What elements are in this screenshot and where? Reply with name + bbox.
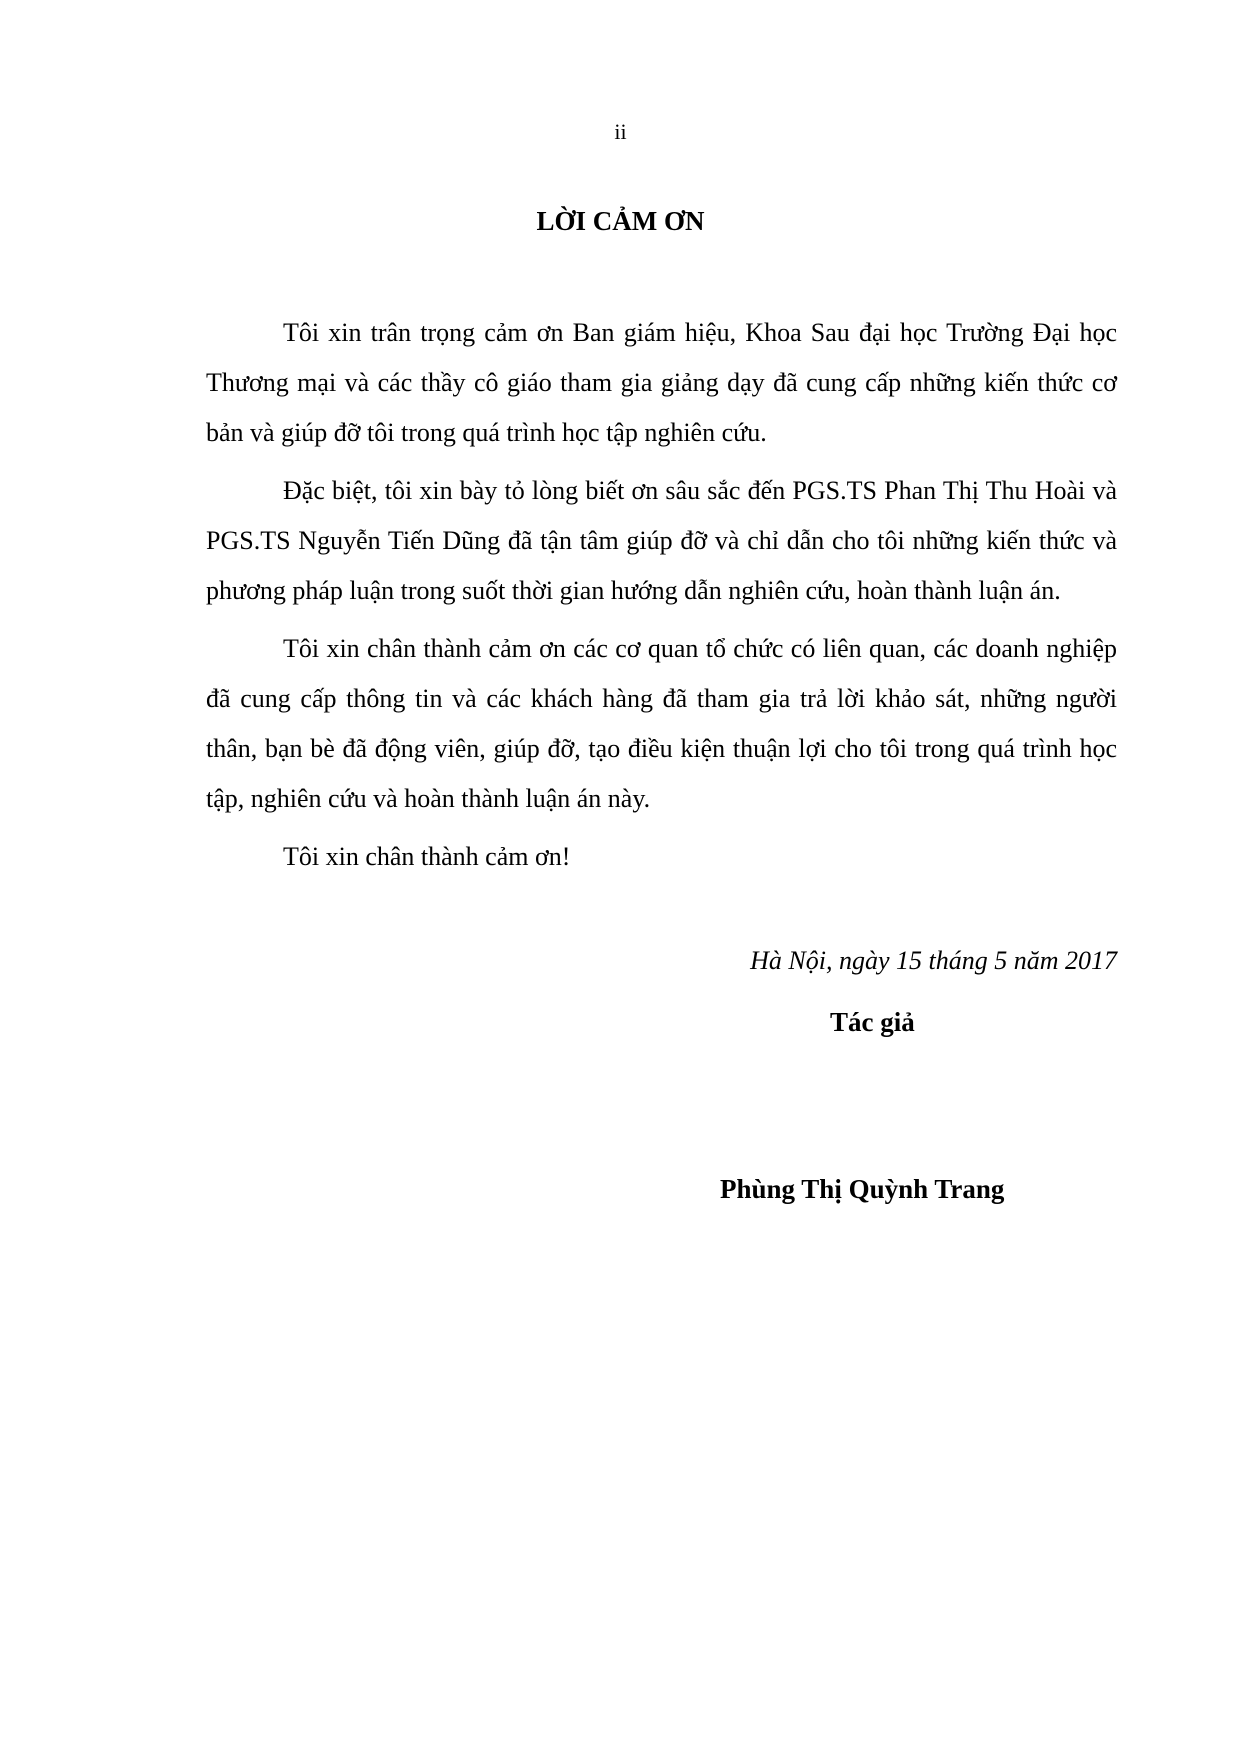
acknowledgement-body xyxy=(206,308,1117,890)
paragraph-3: Tôi xin chân thành cảm ơn các cơ quan tổ chức có liên quan, các doanh nghiệp đã cung cấp thông tin và các khách hàng đã tham gia trả lời khảo sát, những người thân, bạn bè đã động viên, giúp đỡ, tạo điều kiện thuận lợi cho tôi trong quá trình học tập, nghiên cứu và hoàn thành luận án này. xyxy=(206,634,1117,813)
page-title: LỜI CẢM ƠN xyxy=(536,206,705,236)
page-number: ii xyxy=(614,119,627,144)
author-name: Phùng Thị Quỳnh Trang xyxy=(720,1174,1005,1204)
author-label: Tác giả xyxy=(830,1007,915,1037)
paragraph-1: Tôi xin trân trọng cảm ơn Ban giám hiệu, Khoa Sau đại học Trường Đại học Thương mại và các thầy cô giáo tham gia giảng dạy đã cung cấp những kiến thức cơ bản và giúp đỡ tôi trong quá trình học tập nghiên cứu. xyxy=(206,318,1117,447)
place-date: Hà Nội, ngày 15 tháng 5 năm 2017 xyxy=(750,946,1117,975)
paragraph-2: Đặc biệt, tôi xin bày tỏ lòng biết ơn sâu sắc đến PGS.TS Phan Thị Thu Hoài và PGS.TS Nguyễn Tiến Dũng đã tận tâm giúp đỡ và chỉ dẫn cho tôi những kiến thức và phương pháp luận trong suốt thời gian hướng dẫn nghiên cứu, hoàn thành luận án. xyxy=(206,476,1117,605)
paragraph-4: Tôi xin chân thành cảm ơn! xyxy=(283,842,571,871)
